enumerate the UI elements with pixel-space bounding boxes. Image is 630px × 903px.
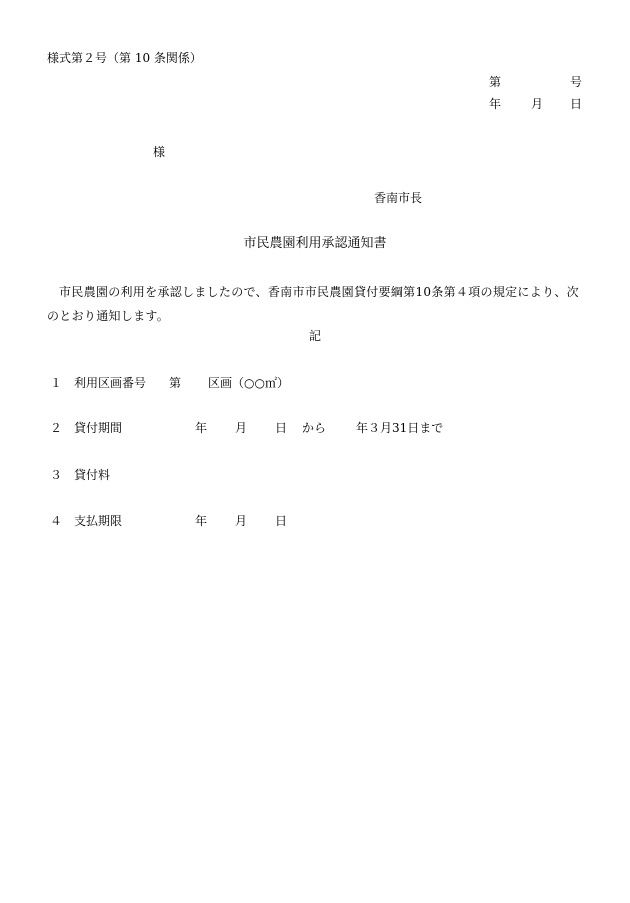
item-label: 支払期限 bbox=[74, 514, 123, 528]
item-label: 貸付料 bbox=[74, 468, 111, 482]
item-dai: 第 bbox=[169, 376, 182, 390]
doc-number-prefix: 第 bbox=[489, 75, 502, 89]
doc-number-suffix: 号 bbox=[570, 75, 583, 89]
item-number: ２ bbox=[50, 421, 63, 435]
item-month: 月 bbox=[235, 514, 248, 528]
item-number: １ bbox=[50, 376, 63, 390]
item-day: 日 bbox=[275, 421, 288, 435]
ki-heading: 記 bbox=[308, 329, 321, 343]
item-year: 年 bbox=[195, 421, 208, 435]
item-from: から bbox=[302, 421, 327, 435]
item-end: 年３月31日まで bbox=[356, 421, 444, 435]
item-year: 年 bbox=[195, 514, 208, 528]
addressee: 様 bbox=[153, 145, 166, 159]
issuer: 香南市長 bbox=[374, 191, 423, 205]
body-paragraph: 市民農園の利用を承認しましたので、香南市市民農園貸付要綱第10条第４項の規定により、次のとおり通知します。 bbox=[47, 285, 579, 323]
document-title: 市民農園利用承認通知書 bbox=[243, 236, 387, 251]
item-kukaku: 区画（○○㎡） bbox=[208, 376, 289, 390]
date-month: 月 bbox=[531, 97, 544, 111]
item-label: 利用区画番号 bbox=[74, 376, 147, 390]
form-number: 様式第２号（第 10 条関係） bbox=[47, 51, 202, 65]
item-month: 月 bbox=[235, 421, 248, 435]
item-day: 日 bbox=[275, 514, 288, 528]
item-number: ３ bbox=[50, 468, 63, 482]
date-day: 日 bbox=[570, 97, 583, 111]
date-year: 年 bbox=[489, 97, 502, 111]
item-number: ４ bbox=[50, 514, 63, 528]
item-label: 貸付期間 bbox=[74, 421, 123, 435]
